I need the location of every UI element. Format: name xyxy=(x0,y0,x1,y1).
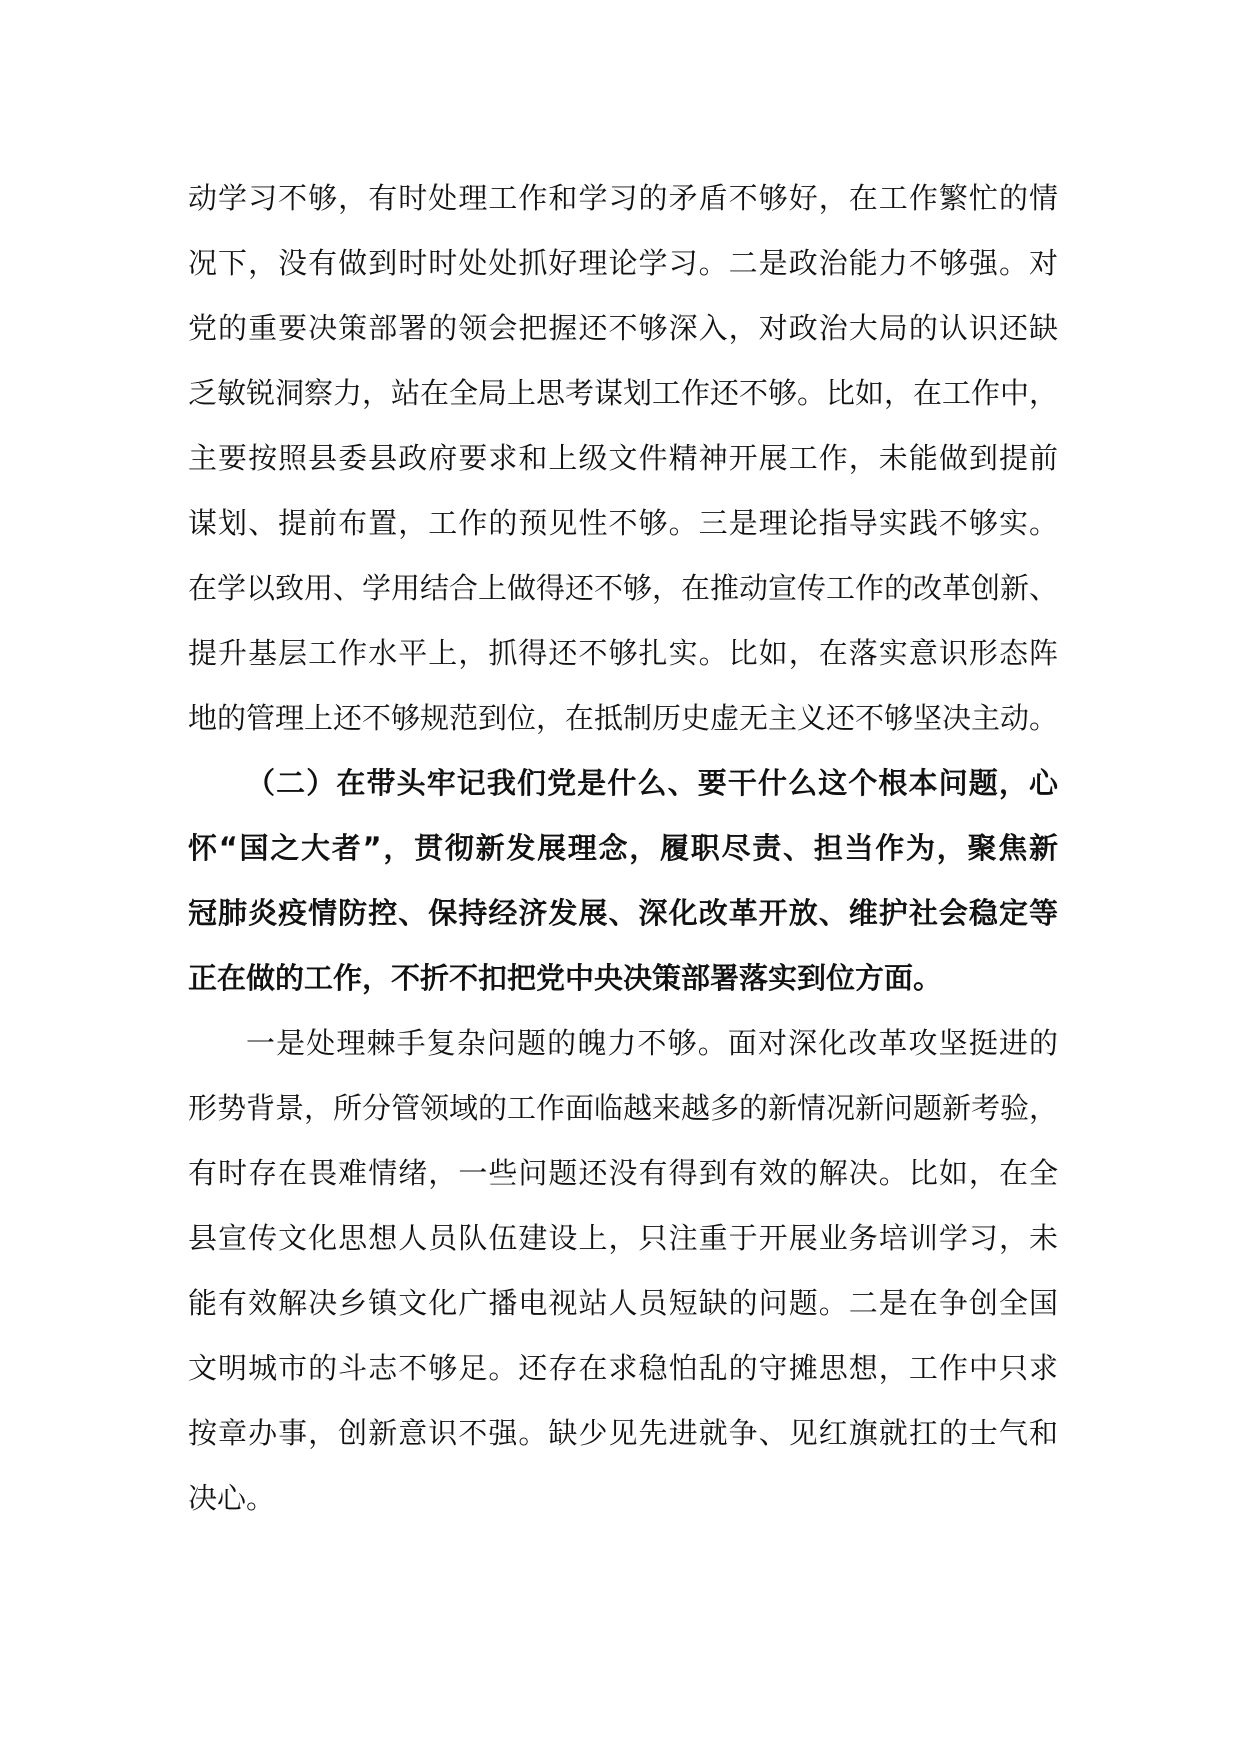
text-line: 动学习不够，有时处理工作和学习的矛盾不够好，在工作繁忙的情 xyxy=(188,181,1058,215)
text-line: 主要按照县委县政府要求和上级文件精神开展工作，未能做到提前 xyxy=(188,441,1058,475)
text-line: 形势背景，所分管领域的工作面临越来越多的新情况新问题新考验， xyxy=(188,1091,1059,1125)
text-line: 乏敏锐洞察力，站在全局上思考谋划工作还不够。比如，在工作中， xyxy=(188,376,1059,410)
text-line: 况下，没有做到时时处处抓好理论学习。二是政治能力不够强。对 xyxy=(188,246,1058,280)
text-line: 在学以致用、学用结合上做得还不够，在推动宣传工作的改革创新、 xyxy=(188,571,1059,605)
text-line: 能有效解决乡镇文化广播电视站人员短缺的问题。二是在争创全国 xyxy=(188,1286,1058,1320)
paragraph-body xyxy=(188,1011,1058,1531)
text-line: 谋划、提前布置，工作的预见性不够。三是理论指导实践不够实。 xyxy=(188,506,1058,540)
heading-line: （二）在带头牢记我们党是什么、要干什么这个根本问题，心 xyxy=(246,766,1058,800)
text-line: 党的重要决策部署的领会把握还不够深入，对政治大局的认识还缺 xyxy=(188,311,1058,345)
text-line: 按章办事，创新意识不强。缺少见先进就争、见红旗就扛的士气和 xyxy=(188,1416,1058,1450)
text-line: 决心。 xyxy=(188,1481,276,1515)
text-line: 有时存在畏难情绪，一些问题还没有得到有效的解决。比如，在全 xyxy=(188,1156,1058,1190)
text-line: 提升基层工作水平上，抓得还不够扎实。比如，在落实意识形态阵 xyxy=(188,636,1058,670)
heading-line: 怀“国之大者”，贯彻新发展理念，履职尽责、担当作为，聚焦新 xyxy=(188,831,1058,865)
heading-line: 冠肺炎疫情防控、保持经济发展、深化改革开放、维护社会稳定等 xyxy=(188,896,1058,930)
paragraph-continued-text xyxy=(188,166,1058,751)
text-line: 文明城市的斗志不够足。还存在求稳怕乱的守摊思想，工作中只求 xyxy=(188,1351,1058,1385)
heading-line: 正在做的工作，不折不扣把党中央决策部署落实到位方面。 xyxy=(188,961,943,995)
text-line: 一是处理棘手复杂问题的魄力不够。面对深化改革攻坚挺进的 xyxy=(246,1026,1058,1060)
text-line: 地的管理上还不够规范到位，在抵制历史虚无主义还不够坚决主动。 xyxy=(188,701,1059,735)
section-heading xyxy=(188,751,1058,1011)
text-line: 县宣传文化思想人员队伍建设上，只注重于开展业务培训学习，未 xyxy=(188,1221,1058,1255)
document-body xyxy=(188,166,1058,1531)
